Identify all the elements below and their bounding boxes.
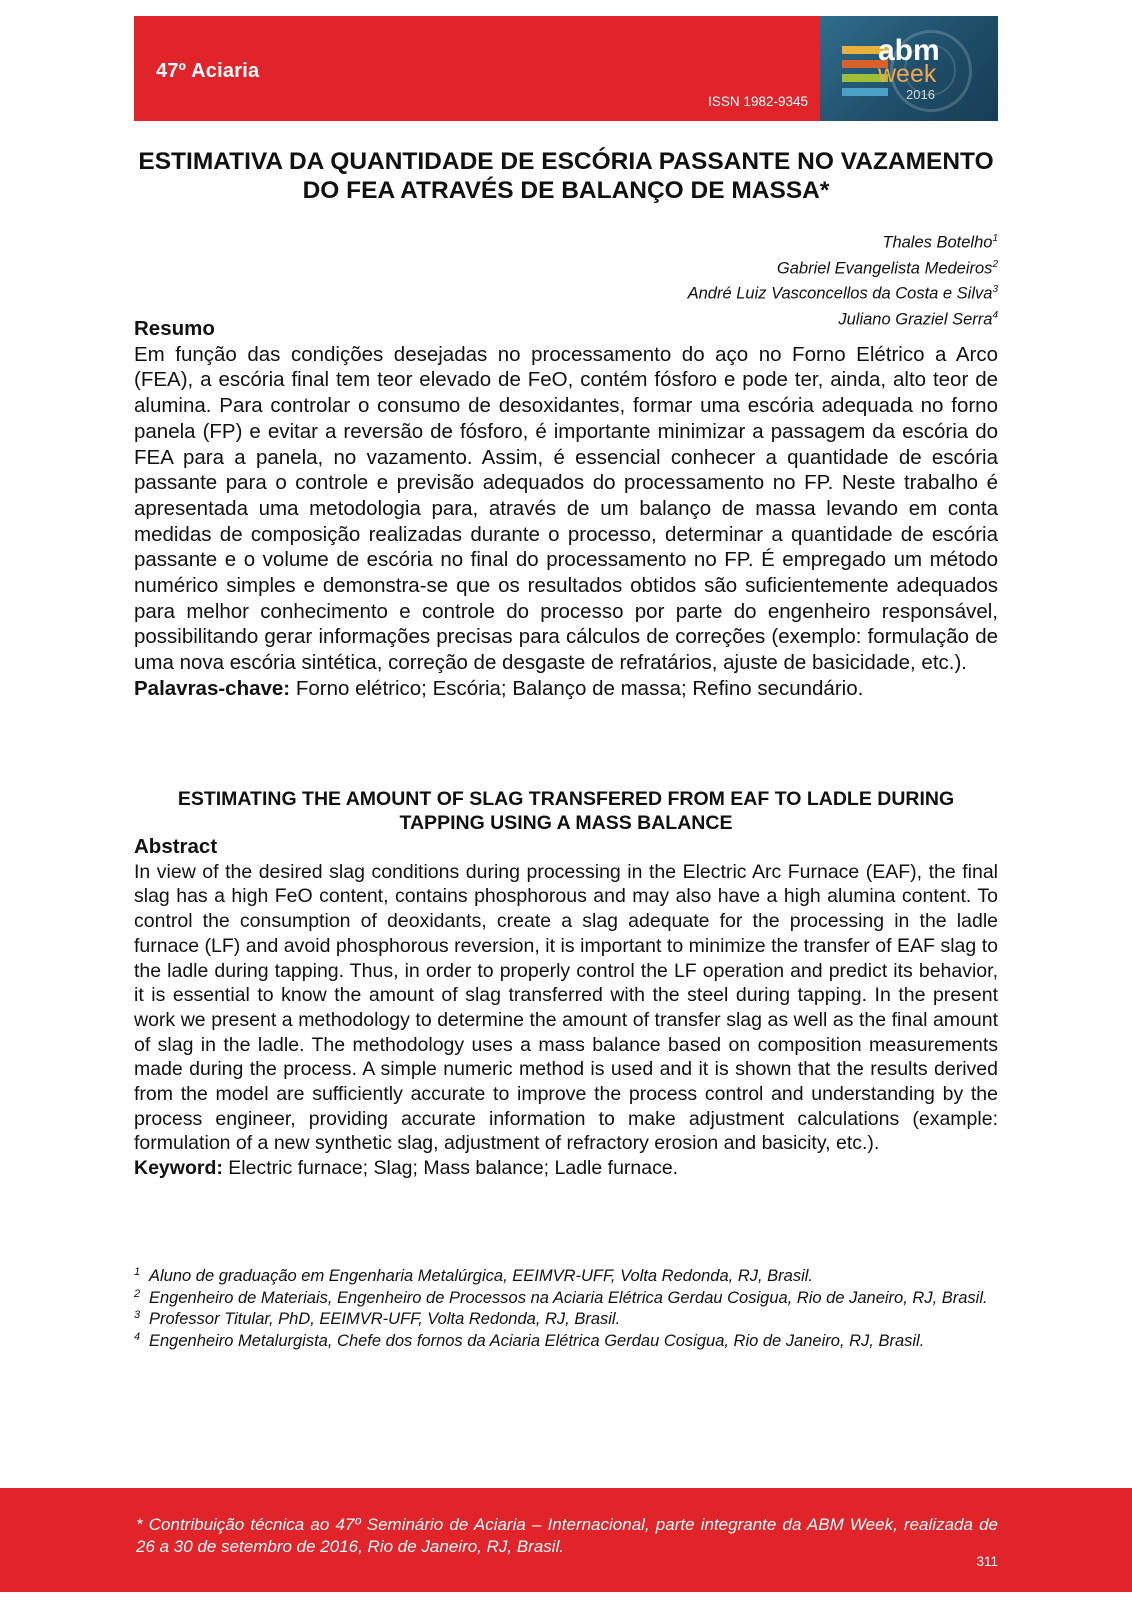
resumo-heading: Resumo <box>134 317 215 340</box>
abstract-section <box>134 835 998 1181</box>
footnote-text: Engenheiro Metalurgista, Chefe dos fornos da Aciaria Elétrica Gerdau Cosigua, Rio de Janeiro, RJ, Brasil. <box>149 1331 925 1350</box>
keyword-label: Keyword: <box>134 1157 223 1180</box>
paper-title: ESTIMATIVA DA QUANTIDADE DE ESCÓRIA PASSANTE NO VAZAMENTO DO FEA ATRAVÉS DE BALANÇO DE MASSA* <box>138 148 994 204</box>
page-number: 311 <box>976 1554 998 1569</box>
logo-bar <box>842 88 888 96</box>
abstract-heading: Abstract <box>134 835 218 858</box>
author <box>688 279 998 305</box>
footer-note: * Contribuição técnica ao 47º Seminário de Aciaria – Internacional, parte integrante da ABM Week, realizada de 26 a 30 de setembro de 2016, Rio de Janeiro, RJ, Brasil. <box>136 1515 998 1556</box>
english-title: ESTIMATING THE AMOUNT OF SLAG TRANSFERED FROM EAF TO LADLE DURING TAPPING USING A MASS BALANCE <box>177 788 955 834</box>
author-list <box>688 228 998 330</box>
footnote <box>134 1266 998 1288</box>
event-name: 47º Aciaria <box>156 60 260 82</box>
footnote-text: Aluno de graduação em Engenharia Metalúrgica, EEIMVR-UFF, Volta Redonda, RJ, Brasil. <box>149 1267 814 1285</box>
footnote <box>134 1331 998 1353</box>
footnote <box>134 1309 998 1331</box>
logo-abm: abm <box>878 34 940 67</box>
logo-week: week <box>878 60 937 88</box>
author <box>688 228 998 254</box>
footnote <box>134 1288 998 1310</box>
author-name: Juliano Graziel Serra <box>838 310 993 328</box>
footnote-text: Professor Titular, PhD, EEIMVR-UFF, Volta Redonda, RJ, Brasil. <box>149 1310 621 1328</box>
author-name: André Luiz Vasconcellos da Costa e Silva <box>687 284 993 303</box>
keyword-text: Electric furnace; Slag; Mass balance; Ladle furnace. <box>228 1157 679 1180</box>
resumo-section <box>134 316 998 702</box>
author-ref: 2 <box>992 258 998 270</box>
footnote-number: 1 <box>134 1266 141 1278</box>
author-ref: 3 <box>992 284 998 295</box>
logo-year: 2016 <box>906 87 935 102</box>
abstract-text: In view of the desired slag conditions during processing in the Electric Arc Furnace (EAF), the final slag has a high FeO content, contains phosphorous and may also have a high alumina content. To control the consumption of deoxidants, create a slag adequate for the processing in the ladle furnace (LF) and avoid phosphorous reversion, it is important to minimize the transfer of EAF slag to the ladle during tapping. Thus, in order to properly control the LF operation and predict its behavior, it is essential to know the amount of slag transferred with the steel during tapping. In the present work we present a methodology to determine the amount of transfer slag as well as the final amount of slag in the ladle. The methodology uses a mass balance based on composition measurements made during the process. A simple numeric method is used and it is shown that the results derived from the model are sufficiently accurate to improve the process control and understanding by the process engineer, providing accurate information to make adjustment calculations (example: formulation of a new synthetic slag, adjustment of refractory erosion and basicity, etc.). <box>134 860 998 1155</box>
author-name: Gabriel Evangelista Medeiros <box>776 259 993 277</box>
abstract-keywords <box>134 1156 998 1181</box>
keywords-text: Forno elétrico; Escória; Balanço de massa; Refino secundário. <box>295 676 864 700</box>
author-name: Thales Botelho <box>882 233 993 252</box>
footnote-text: Engenheiro de Materiais, Engenheiro de Processos na Aciaria Elétrica Gerdau Cosigua, Rio de Janeiro, RJ, Brasil. <box>149 1288 988 1307</box>
author-ref: 1 <box>992 233 998 244</box>
keywords-label: Palavras-chave: <box>134 676 291 700</box>
author-ref: 4 <box>992 309 998 321</box>
resumo-keywords <box>134 676 998 702</box>
footnote-number: 4 <box>134 1330 141 1343</box>
footnote-number: 2 <box>134 1287 141 1300</box>
footnotes <box>134 1266 998 1352</box>
header-banner <box>134 16 998 121</box>
resumo-text: Em função das condições desejadas no processamento do aço no Forno Elétrico a Arco (FEA), a escória final tem teor elevado de FeO, contém fósforo e pode ter, ainda, alto teor de alumina. Para controlar o consumo de desoxidantes, formar uma escória adequada no forno panela (FP) e evitar a reversão de fósforo, é importante minimizar a passagem da escória do FEA para a panela, no vazamento. Assim, é essencial conhecer a quantidade de escória passante para o controle e previsão adequados do processamento no FP. Neste trabalho é apresentada uma metodologia para, através de um balanço de massa levando em conta medidas de composição realizadas durante o processo, determinar a quantidade de escória passante e o volume de escória no final do processamento no FP. É empregado um método numérico simples e demonstra-se que os resultados obtidos são suficientemente adequados para melhor conhecimento e controle do processo por parte do engenheiro responsável, possibilitando gerar informações precisas para cálculos de correções (exemplo: formulação de uma nova escória sintética, correção de desgaste de refratários, ajuste de basicidade, etc.). <box>134 342 998 675</box>
footer-banner <box>0 1488 1132 1592</box>
abm-week-logo <box>820 16 998 121</box>
footnote-number: 3 <box>134 1309 141 1321</box>
author <box>688 254 998 280</box>
issn: ISSN 1982-9345 <box>708 94 808 109</box>
